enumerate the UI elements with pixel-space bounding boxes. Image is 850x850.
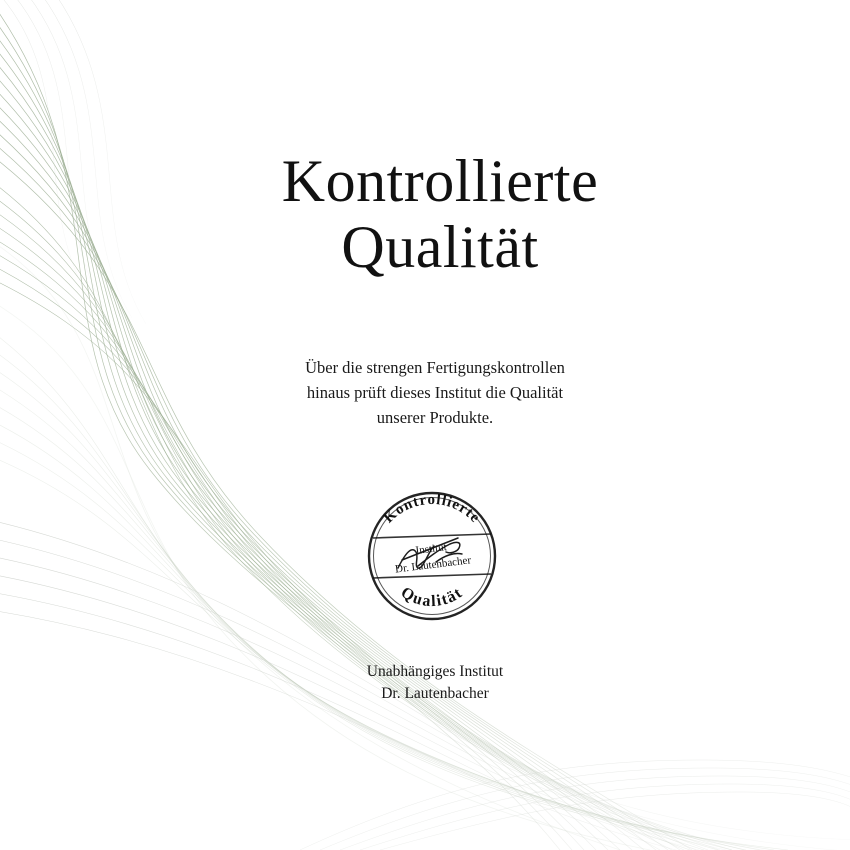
caption-line-1: Unabhängiges Institut [366, 662, 504, 680]
description-line-1: Über die strengen Fertigungskontrollen [305, 357, 565, 377]
quality-seal-stamp-icon [358, 482, 506, 630]
stamp-inner-line-2: Dr. Lautenbacher [394, 554, 472, 576]
description-line-2: hinaus prüft dieses Institut die Qualität [306, 382, 564, 402]
caption-line-2: Dr. Lautenbacher [381, 684, 489, 702]
stamp-top-arc-text: Kontrollierte [380, 491, 484, 527]
description-text [255, 355, 615, 430]
title-line-1: Kontrollierte [281, 148, 599, 215]
stamp-bottom-arc-text: Qualität [397, 583, 467, 611]
stamp-inner-line-1: Institut [414, 541, 448, 557]
svg-text:Kontrollierte [381, 492, 484, 526]
institute-caption [280, 661, 590, 706]
svg-text:Qualität [398, 584, 466, 610]
title-line-2: Qualität [341, 213, 539, 280]
page-title [175, 148, 705, 280]
description-line-3: unserer Produkte. [376, 407, 494, 427]
